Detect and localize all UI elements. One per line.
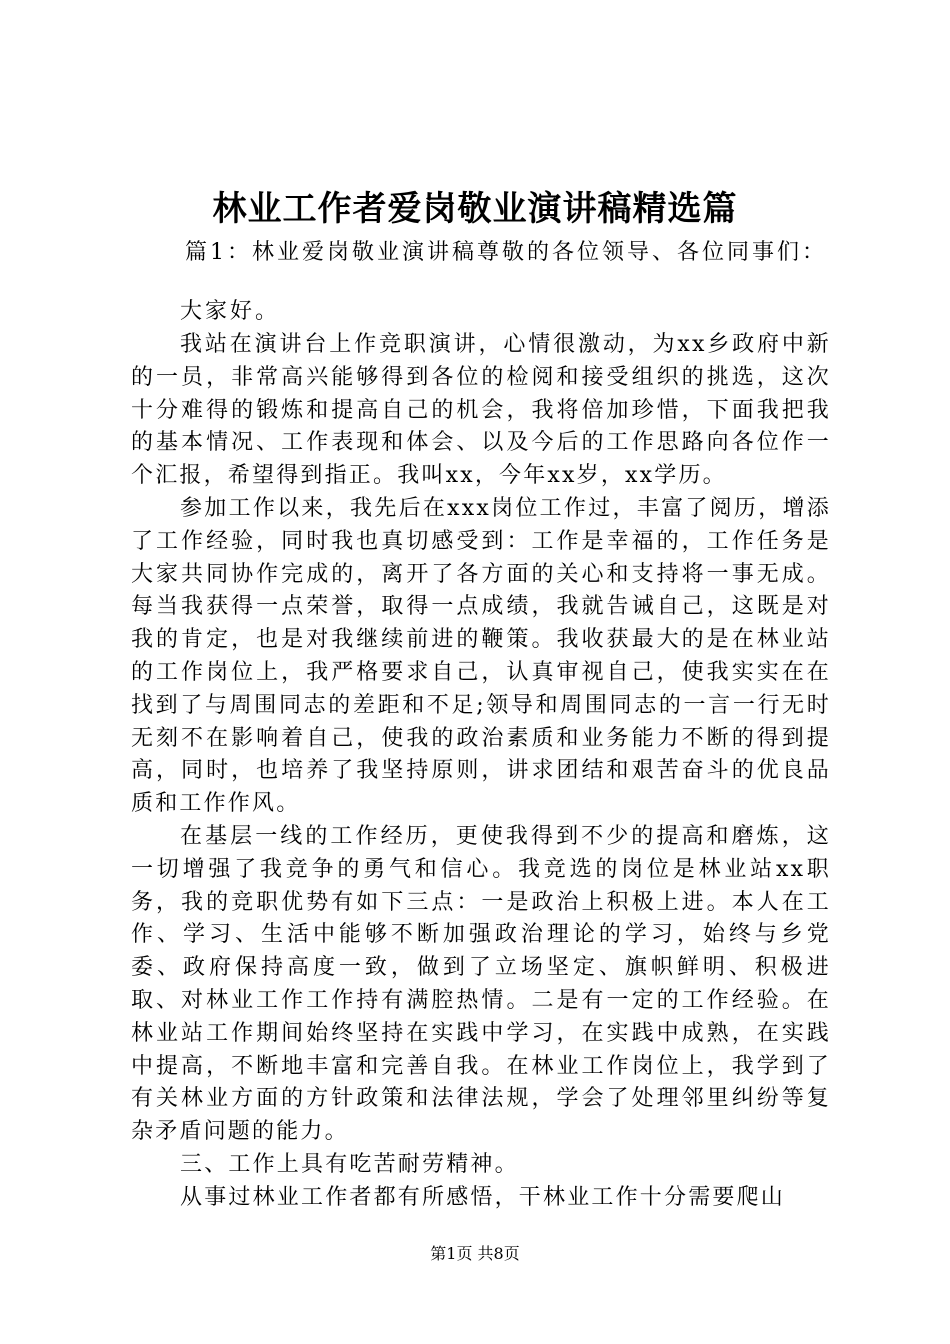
paragraph: 从事过林业工作者都有所感悟，干林业工作十分需要爬山 — [180, 1184, 786, 1210]
document-subtitle: 篇1：林业爱岗敬业演讲稿尊敬的各位领导、各位同事们： — [185, 240, 827, 265]
paragraph: 三、工作上具有吃苦耐劳精神。 — [180, 1151, 519, 1177]
page-number-footer: 第1页 共8页 — [430, 1244, 520, 1263]
document-title: 林业工作者爱岗敬业演讲稿精选篇 — [212, 189, 738, 229]
paragraph: 我站在演讲台上作竞职演讲，心情很激动，为xx乡政府中新的一员，非常高兴能够得到各位的检阅和接受组织的挑选，这次十分难得的锻炼和提高自己的机会，我将倍加珍惜，下面我把我的基本情况、工作表现和体会、以及今后的工作思路向各位作一个汇报，希望得到指正。我叫xx，今年xx岁，xx学历。 — [131, 332, 831, 489]
greeting-line: 大家好。 — [180, 299, 281, 324]
paragraph: 在基层一线的工作经历，更使我得到不少的提高和磨炼，这一切增强了我竞争的勇气和信心。我竞选的岗位是林业站xx职务，我的竞职优势有如下三点：一是政治上积极上进。本人在工作、学习、生活中能够不断加强政治理论的学习，始终与乡党委、政府保持高度一致，做到了立场坚定、旗帜鲜明、积极进取、对林业工作工作持有满腔热情。二是有一定的工作经验。在林业站工作期间始终坚持在实践中学习，在实践中成熟，在实践中提高，不断地丰富和完善自我。在林业工作岗位上，我学到了有关林业方面的方针政策和法律法规，学会了处理邻里纠纷等复杂矛盾问题的能力。 — [131, 823, 831, 1145]
paragraph: 参加工作以来，我先后在xxx岗位工作过，丰富了阅历，增添了工作经验，同时我也真切感受到：工作是幸福的，工作任务是大家共同协作完成的，离开了各方面的关心和支持将一事无成。每当我获得一点荣誉，取得一点成绩，我就告诫自己，这既是对我的肯定，也是对我继续前进的鞭策。我收获最大的是在林业站的工作岗位上，我严格要求自己，认真审视自己，使我实实在在找到了与周围同志的差距和不足;领导和周围同志的一言一行无时无刻不在影响着自己，使我的政治素质和业务能力不断的得到提高，同时，也培养了我坚持原则，讲求团结和艰苦奋斗的优良品质和工作作风。 — [131, 495, 831, 817]
document-body — [131, 329, 831, 1215]
